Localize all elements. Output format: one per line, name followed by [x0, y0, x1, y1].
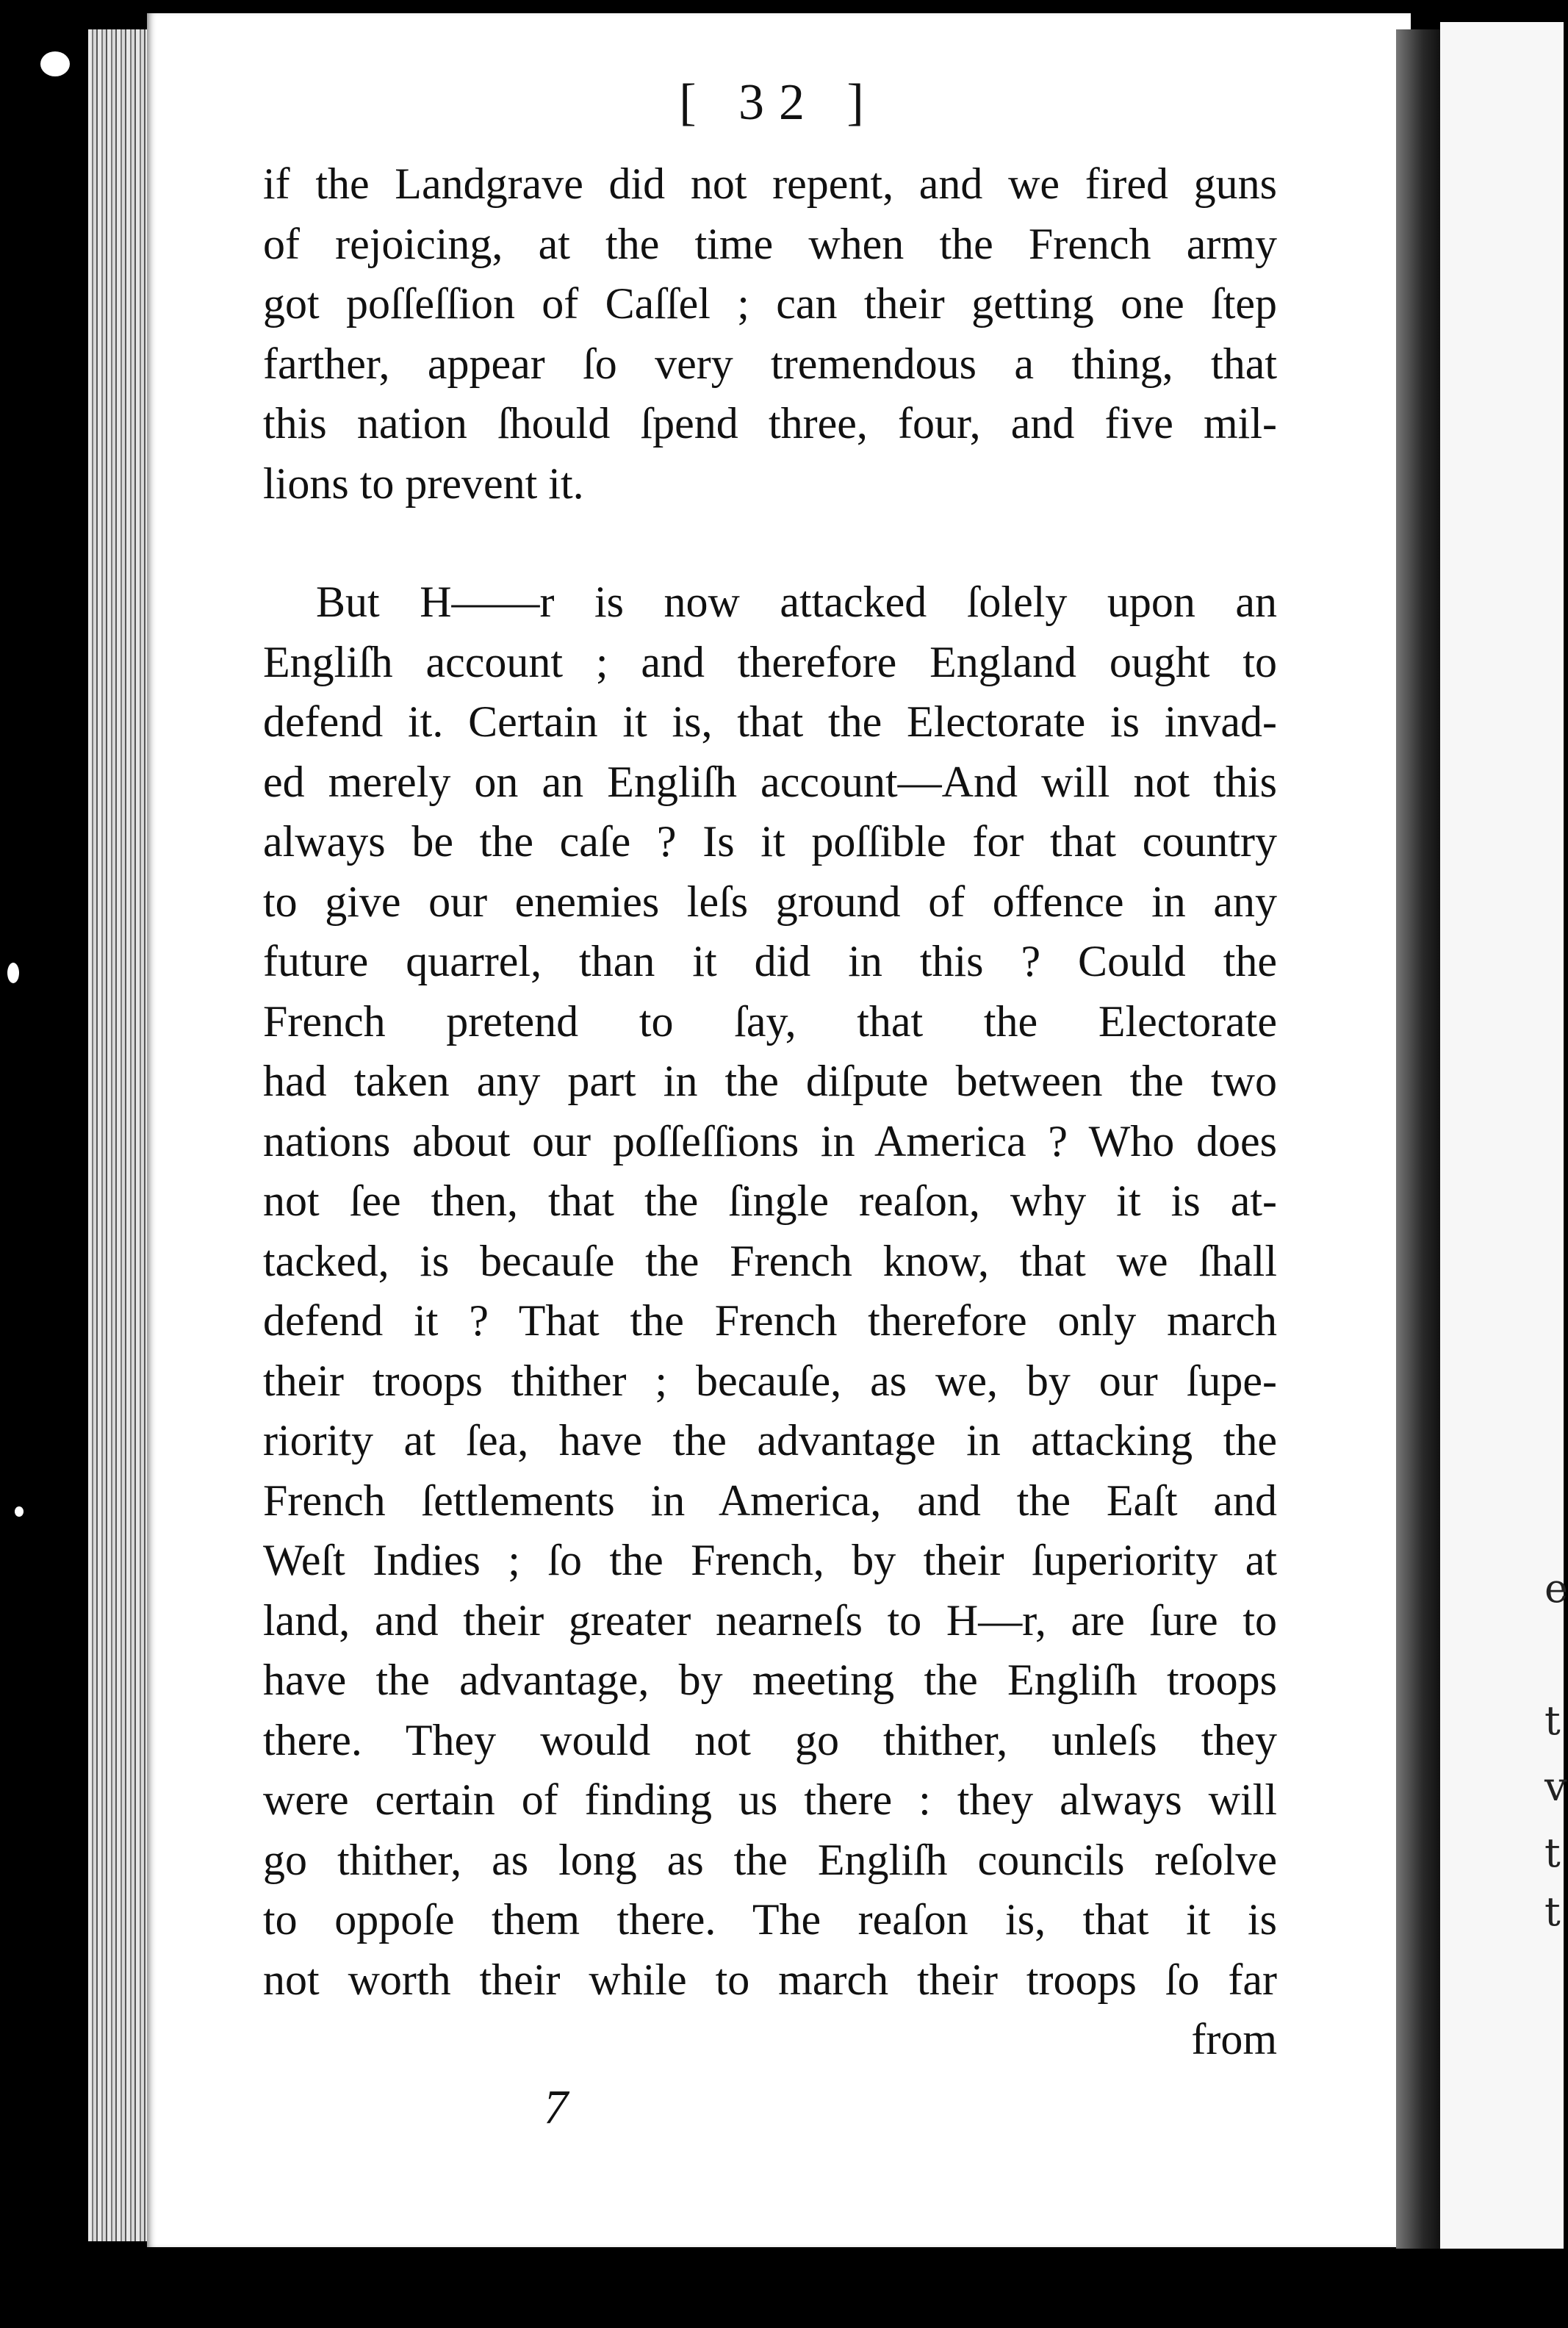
text-line: Engliſh account ; and therefore England ought to: [263, 637, 1277, 686]
paragraph-gap: [263, 514, 1277, 572]
gutter-shadow: [1396, 29, 1440, 2249]
scan-speck: [15, 1506, 24, 1517]
text-line: to oppoſe them there. The reaſon is, that it is: [263, 1895, 1277, 1944]
text-line: not worth their while to march their troops ſo far: [263, 1955, 1277, 2004]
facing-page-fragment: t: [1544, 1830, 1561, 1876]
text-line: if the Landgrave did not repent, and we fired guns: [263, 159, 1277, 208]
body-text: [263, 154, 1277, 2070]
text-line: tacked, is becauſe the French know, that we ſhall: [263, 1236, 1277, 1285]
text-line: nations about our poſſeſſions in America ? Who does: [263, 1116, 1277, 1165]
text-line: got poſſeſſion of Caſſel ; can their getting one ſtep: [263, 279, 1277, 328]
signature-mark: 7: [544, 2080, 568, 2134]
text-line: defend it ? That the French therefore only march: [263, 1296, 1277, 1345]
text-line: defend it. Certain it is, that the Electorate is invad-: [263, 697, 1277, 746]
facing-page-fragment: t: [1544, 1698, 1561, 1744]
facing-page-edge: [1440, 22, 1568, 2249]
text-line: had taken any part in the diſpute between the two: [263, 1057, 1277, 1105]
text-line: land, and their greater nearneſs to H—r, are ſure to: [263, 1595, 1277, 1645]
text-line: riority at ſea, have the advantage in attacking the: [263, 1416, 1277, 1465]
text-line: always be the caſe ? Is it poſſible for that country: [263, 817, 1277, 866]
text-line: have the advantage, by meeting the Engliſh troops: [263, 1656, 1277, 1704]
text-line: But H——r is now attacked ſolely upon an: [316, 578, 1277, 626]
text-line: future quarrel, than it did in this ? Could the: [263, 937, 1277, 985]
text-line: farther, appear ſo very tremendous a thing, that: [263, 339, 1277, 388]
running-head-page-number: [ 32 ]: [679, 74, 879, 131]
text-line: lions to prevent it.: [263, 459, 584, 508]
facing-page-fragment: t: [1544, 1889, 1561, 1935]
paragraph-1: [263, 154, 1277, 514]
scan-speck: [7, 963, 19, 983]
text-line: Weſt Indies ; ſo the French, by their ſuperiority at: [263, 1536, 1277, 1584]
text-line: French ſettlements in America, and the Eaſt and: [263, 1476, 1277, 1525]
catchword: from: [1191, 2015, 1277, 2063]
text-line: ed merely on an Engliſh account—And will not this: [263, 757, 1277, 806]
paragraph-2: [263, 572, 1277, 2070]
text-line: their troops thither ; becauſe, as we, by our ſupe-: [263, 1356, 1277, 1405]
text-line: there. They would not go thither, unleſs they: [263, 1715, 1277, 1764]
text-line: not ſee then, that the ſingle reaſon, why it is at-: [263, 1176, 1277, 1225]
facing-page-fragment: v: [1544, 1764, 1567, 1810]
text-line: French pretend to ſay, that the Electorate: [263, 996, 1277, 1046]
text-line: of rejoicing, at the time when the French army: [263, 219, 1277, 268]
text-line: were certain of finding us there : they always will: [263, 1775, 1277, 1824]
facing-page-fragment: e: [1544, 1565, 1568, 1612]
scan-speck: [40, 51, 70, 76]
text-line: this nation ſhould ſpend three, four, and five mil-: [263, 399, 1277, 448]
text-line: go thither, as long as the Engliſh councils reſolve: [263, 1835, 1277, 1884]
text-line: to give our enemies leſs ground of offence in any: [263, 877, 1277, 926]
